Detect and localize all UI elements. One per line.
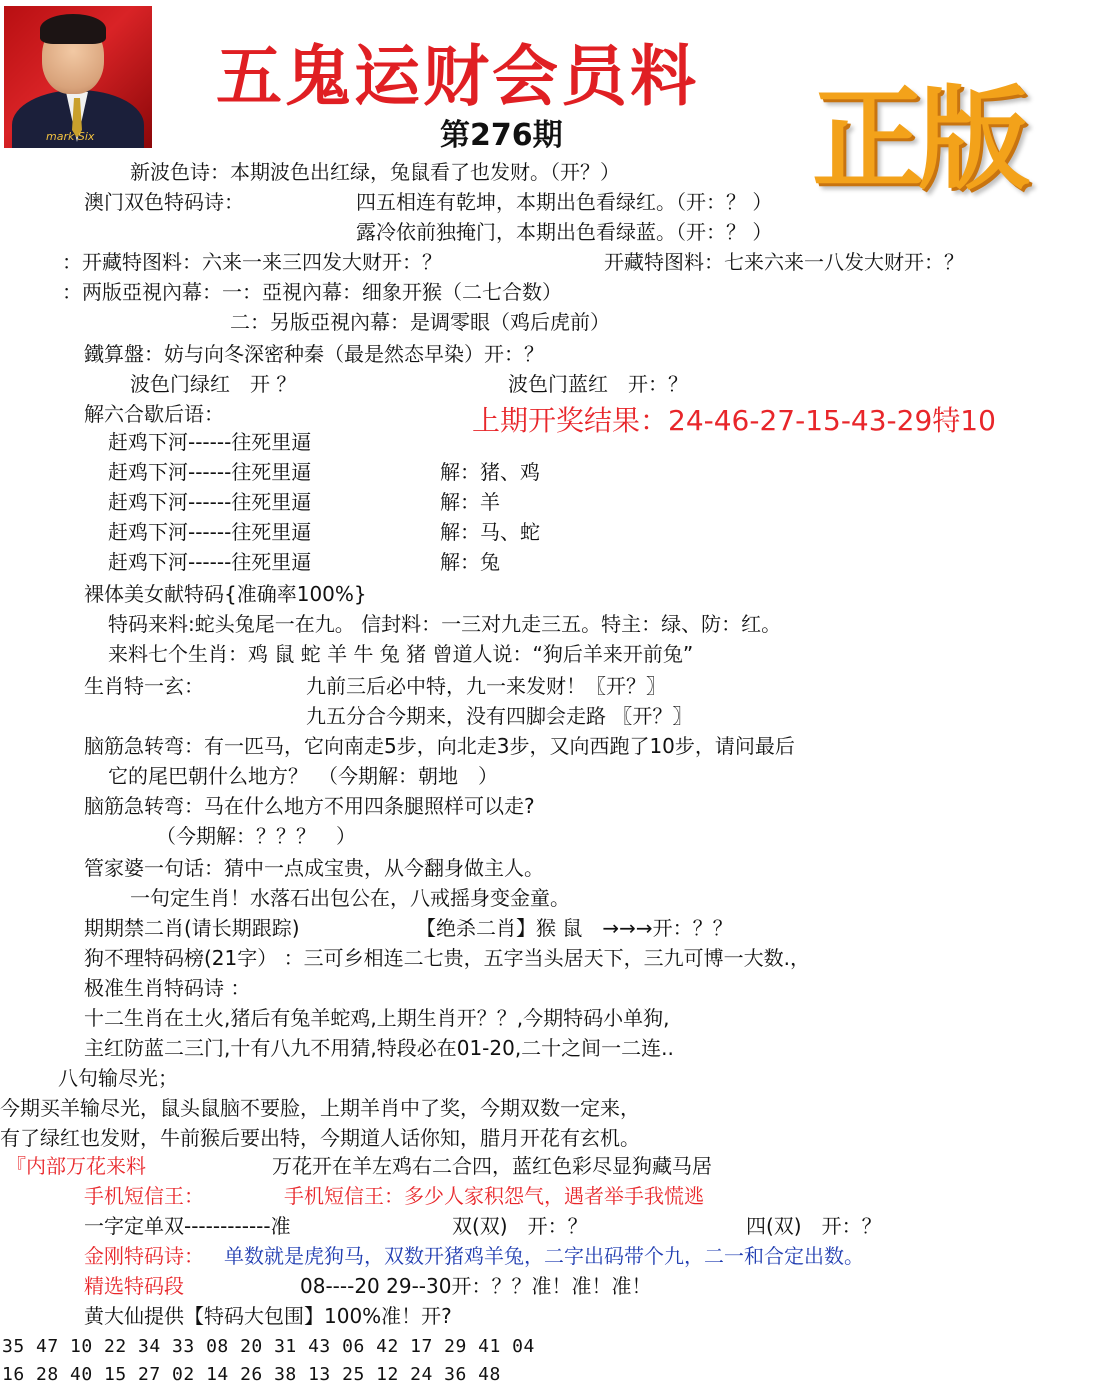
text-line: 一句定生肖！水落石出包公在，八戒摇身变金童。	[130, 886, 570, 910]
text-line: 解：马、蛇	[440, 520, 540, 544]
text-line: 金刚特码诗：	[84, 1244, 204, 1268]
text-line: 双(双) 开：？	[452, 1214, 588, 1238]
text-line: 开藏特图料：七来六来一八发大财开：？	[604, 250, 964, 274]
text-line: （今期解：？？？ ）	[156, 824, 356, 848]
text-line: 解：羊	[440, 490, 500, 514]
text-line: 万花开在羊左鸡右二合四，蓝红色彩尽显狗藏马居	[272, 1154, 712, 1178]
text-line: 有了绿红也发财，牛前猴后要出特，今期道人话你知，腊月开花有玄机。	[0, 1126, 640, 1150]
text-line: 手机短信王：	[84, 1184, 204, 1208]
portrait-photo	[4, 6, 152, 148]
text-line: 赶鸡下河------往死里逼	[108, 430, 312, 454]
text-line: 赶鸡下河------往死里逼	[108, 520, 312, 544]
text-line: 来料七个生肖：鸡 鼠 蛇 羊 牛 兔 猪 曾道人说：“狗后羊来开前兔”	[108, 642, 694, 666]
text-line: 今期买羊输尽光，鼠头鼠脑不要脸，上期羊肖中了奖，今期双数一定来，	[0, 1096, 640, 1120]
text-line: 08----20 29--30开：？？准！准！准！	[300, 1274, 652, 1298]
number-row: 16 28 40 15 27 02 14 26 38 13 25 12 24 36 48	[2, 1364, 501, 1385]
authentic-seal: 正版	[812, 75, 1024, 205]
text-line: 波色门绿红 开 ？	[130, 372, 297, 396]
text-line: 特码来料:蛇头兔尾一在九。 信封料：一三对九走三五。特主：绿、防：红。	[108, 612, 782, 636]
text-line: 解：猪、鸡	[440, 460, 540, 484]
text-line: 赶鸡下河------往死里逼	[108, 460, 312, 484]
text-line: 四(双) 开：？	[746, 1214, 882, 1238]
text-line: 期期禁二肖(请长期跟踪)	[84, 916, 300, 940]
last-result: 上期开奖结果：24-46-27-15-43-29特10	[472, 404, 996, 437]
number-row: 35 47 10 22 34 33 08 20 31 43 06 42 17 29 41 04	[2, 1336, 535, 1357]
text-line: 九五分合今期来，没有四脚会走路 〖开？〗	[306, 704, 693, 728]
text-line: 十二生肖在土火,猪后有兔羊蛇鸡,上期生肖开？？,今期特码小单狗,	[84, 1006, 670, 1030]
text-line: 手机短信王：多少人家积怨气，遇者举手我慌逃	[284, 1184, 704, 1208]
text-line: 狗不理特码榜(21字） ：三可乡相连二七贵，五字当头居天下，三九可博一大数.，	[84, 946, 810, 970]
text-line: 四五相连有乾坤，本期出色看绿红。（开：？ ）	[356, 190, 773, 214]
text-line: 一字定单双------------准	[84, 1214, 291, 1238]
portrait-logo: mark Six	[46, 130, 95, 143]
text-line: 脑筋急转弯：马在什么地方不用四条腿照样可以走?	[84, 794, 535, 818]
text-line: 精选特码段	[84, 1274, 184, 1298]
text-line: 它的尾巴朝什么地方？ （今期解：朝地 ）	[108, 764, 498, 788]
text-line: 生肖特一玄：	[84, 674, 204, 698]
text-line: 单数就是虎狗马，双数开猪鸡羊兔，二字出码带个九，二一和合定出数。	[224, 1244, 864, 1268]
text-line: 裸体美女献特码{准确率100%}	[84, 582, 367, 606]
text-line: 黄大仙提供【特码大包围】100%准！开?	[84, 1304, 452, 1328]
page-title: 五鬼运财会员料	[216, 37, 699, 115]
text-line: 九前三后必中特，九一来发财！〖开？〗	[306, 674, 666, 698]
text-line: ：开藏特图料：六来一来三四发大财开：？	[62, 250, 442, 274]
text-line: 八句输尽光；	[58, 1066, 178, 1090]
text-line: 鐵算盤：妨与向冬深密种秦（最是然态早染）开：？	[84, 342, 544, 366]
text-line: 管家婆一句话：猜中一点成宝贵，从今翻身做主人。	[84, 856, 544, 880]
text-line: 赶鸡下河------往死里逼	[108, 550, 312, 574]
text-line: 解：兔	[440, 550, 500, 574]
text-line: 二：另版亞視內幕：是调零眼（鸡后虎前）	[230, 310, 610, 334]
text-line: 波色门蓝红 开：？	[508, 372, 688, 396]
text-line: 极准生肖特码诗 ：	[84, 976, 251, 1000]
portrait-hair	[40, 14, 106, 44]
text-line: 主红防蓝二三门,十有八九不用猜,特段必在01-20,二十之间一二连..	[84, 1036, 674, 1060]
text-line: 解六合歇后语：	[84, 402, 224, 426]
text-line: 澳门双色特码诗：	[84, 190, 244, 214]
text-line: 赶鸡下河------往死里逼	[108, 490, 312, 514]
text-line: 脑筋急转弯：有一匹马，它向南走5步，向北走3步，又向西跑了10步，请问最后	[84, 734, 795, 758]
text-line: 新波色诗：本期波色出红绿，兔鼠看了也发财。（开？）	[130, 160, 620, 184]
text-line: 『内部万花来料	[6, 1154, 146, 1178]
issue-number: 第276期	[440, 118, 563, 153]
text-line: ：两版亞視內幕：一：亞視內幕：细象开猴（二七合数）	[62, 280, 562, 304]
text-line: 露冷依前独掩门，本期出色看绿蓝。（开：？ ）	[356, 220, 773, 244]
text-line: 【绝杀二肖】猴 鼠 →→→开：？？	[416, 916, 733, 940]
